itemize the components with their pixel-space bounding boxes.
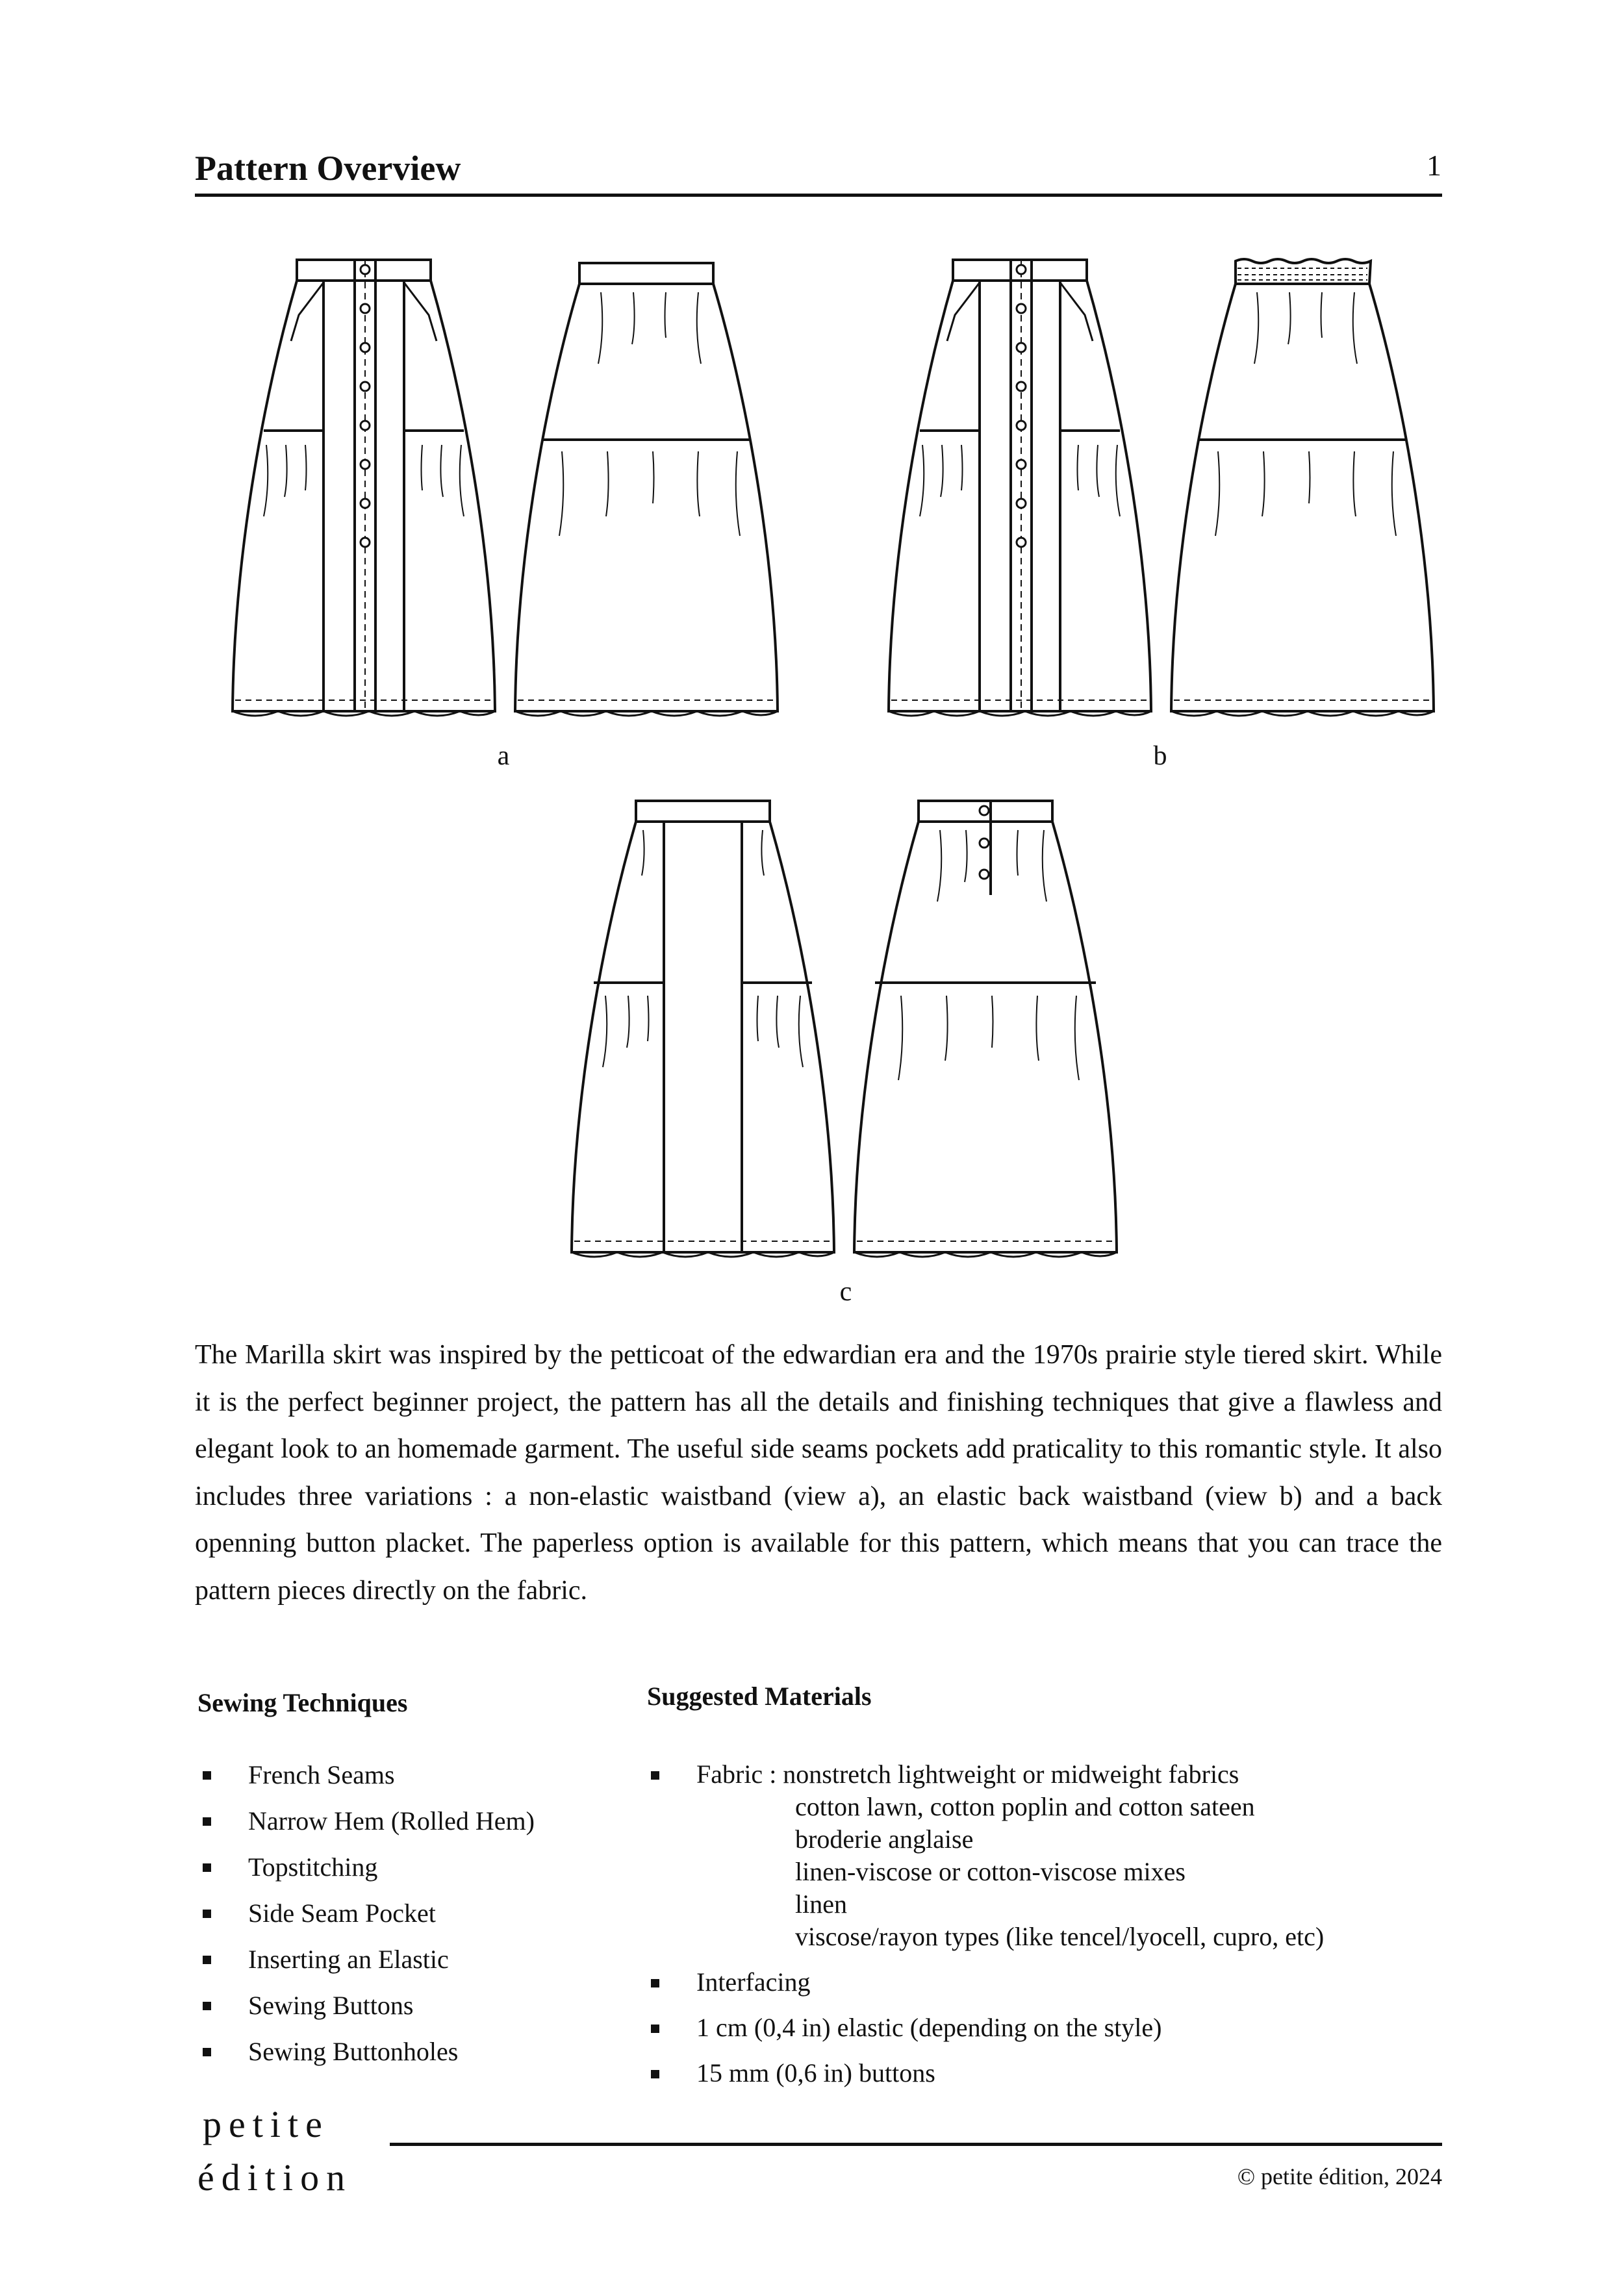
- logo-line-2: édition: [197, 2156, 353, 2199]
- list-item: Inserting an Elastic: [195, 1936, 611, 1982]
- fabric-type: broderie anglaise: [795, 1824, 974, 1854]
- fabric-type: linen: [795, 1889, 847, 1919]
- list-item: 1 cm (0,4 in) elastic (depending on the style): [643, 2012, 1442, 2044]
- view-c-front-sketch: [566, 798, 846, 1265]
- view-a-label: a: [497, 741, 510, 771]
- page-number: 1: [1427, 149, 1441, 182]
- footer-rule: [390, 2143, 1442, 2146]
- list-item: Sewing Buttons: [195, 1982, 611, 2028]
- list-item: Sewing Buttonholes: [195, 2028, 611, 2075]
- copyright-text: © petite édition, 2024: [1237, 2164, 1442, 2189]
- view-a-back-sketch: [510, 257, 789, 724]
- list-item: French Seams: [195, 1752, 611, 1798]
- fabric-type: viscose/rayon types (like tencel/lyocell, cupro, etc): [795, 1922, 1325, 1951]
- list-item: 15 mm (0,6 in) buttons: [643, 2057, 1442, 2089]
- brand-logo: [197, 2098, 353, 2204]
- fabric-type: linen-viscose or cotton-viscose mixes: [795, 1857, 1186, 1886]
- fabric-type: cotton lawn, cotton poplin and cotton sateen: [795, 1792, 1255, 1821]
- sewing-techniques-title: Sewing Techniques: [197, 1688, 408, 1717]
- view-c-back-sketch: [849, 798, 1128, 1265]
- fabric-item-label: Fabric : nonstretch lightweight or midweight fabrics: [696, 1760, 1239, 1789]
- list-item: Topstitching: [195, 1844, 611, 1890]
- list-item: Interfacing: [643, 1966, 1442, 1999]
- view-b-label: b: [1153, 741, 1167, 771]
- list-item: [643, 1758, 1442, 1953]
- view-b-front-sketch: [883, 257, 1163, 724]
- view-c-label: c: [839, 1277, 852, 1307]
- view-b-back-sketch: [1166, 257, 1445, 724]
- logo-line-1: petite: [203, 2103, 329, 2145]
- sewing-techniques-list: [195, 1752, 611, 2075]
- list-item: Side Seam Pocket: [195, 1890, 611, 1936]
- page-title: Pattern Overview: [195, 149, 461, 188]
- header-rule: [195, 194, 1442, 197]
- suggested-materials-title: Suggested Materials: [647, 1682, 872, 1711]
- view-a-front-sketch: [227, 257, 507, 724]
- suggested-materials-list: [643, 1758, 1442, 2102]
- list-item: Narrow Hem (Rolled Hem): [195, 1798, 611, 1844]
- intro-paragraph: The Marilla skirt was inspired by the petticoat of the edwardian era and the 1970s prairie style tiered skirt. While it is the perfect beginner project, the pattern has all the details and finishing techniques that give a flawless and elegant look to an homemade garment. The useful side seams pockets add praticality to this romantic style. It also includes three variations : a non-elastic waistband (view a), an elastic back waistband (view b) and a back openning button placket. The paperless option is available for this pattern, which means that you can trace the pattern pieces directly on the fabric.: [195, 1340, 1442, 1606]
